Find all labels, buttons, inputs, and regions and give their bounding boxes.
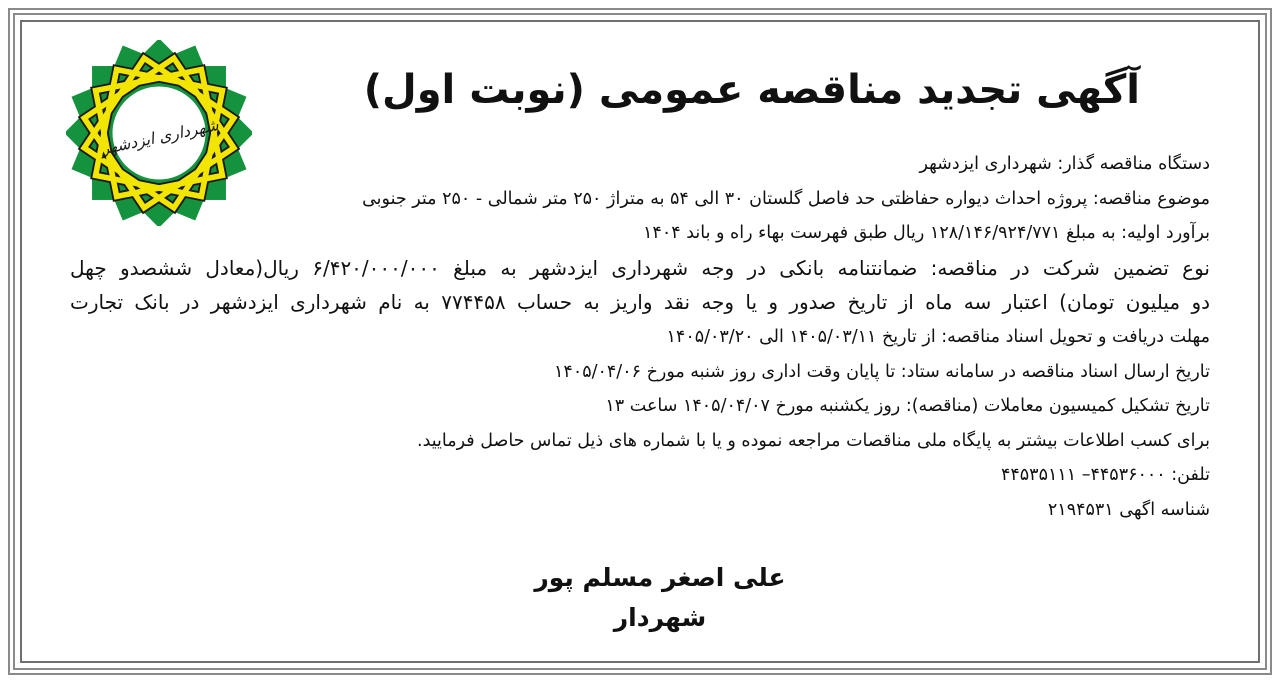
signatory-name: علی اصغر مسلم پور bbox=[534, 563, 786, 592]
setad-submission-line: تاریخ ارسال اسناد مناقصه در سامانه ستاد: تا پایان وقت اداری روز شنبه مورخ ۱۴۰۵/۰۴/۰۶ bbox=[554, 361, 1210, 382]
signature-block bbox=[460, 558, 860, 638]
document-deadline-line: مهلت دریافت و تحویل اسناد مناقصه: از تاریخ ۱۴۰۵/۰۳/۱۱ الی ۱۴۰۵/۰۳/۲۰ bbox=[666, 326, 1210, 347]
initial-estimate-line: برآورد اولیه: به مبلغ ۱۲۸/۱۴۶/۹۲۴/۷۷۱ ریال طبق فهرست بهاء راه و باند ۱۴۰۴ bbox=[643, 223, 1210, 244]
logo-text: شهرداری ایزدشهر bbox=[99, 115, 221, 159]
more-info-line: برای کسب اطلاعات بیشتر به پایگاه ملی مناقصات مراجعه نموده و یا با شماره های ذیل تماس حاصل فرمایید. bbox=[417, 430, 1210, 451]
tender-organizer-line: دستگاه مناقصه گذار: شهرداری ایزدشهر bbox=[919, 154, 1210, 174]
announcement-body bbox=[70, 147, 1210, 528]
guarantee-type-line-2: دو میلیون تومان) اعتبار سه ماه از تاریخ صدور و یا وجه نقد واریز به حساب ۷۷۴۴۵۸ به نام شهرداری ایزدشهر در بانک تجارت bbox=[70, 290, 1210, 315]
signatory-title: شهردار bbox=[613, 603, 707, 632]
tender-subject-line: موضوع مناقصه: پروژه احداث دیواره حفاظتی حد فاصل گلستان ۳۰ الی ۵۴ به متراژ ۲۵۰ متر شمالی - ۲۵۰ متر جنوبی bbox=[362, 188, 1210, 209]
phone-line: تلفن: ۴۴۵۳۶۰۰۰– ۴۴۵۳۵۱۱۱ bbox=[1000, 465, 1210, 486]
guarantee-type-line-1: نوع تضمین شرکت در مناقصه: ضمانتنامه بانکی در وجه شهرداری ایزدشهر به مبلغ ۶/۴۲۰/۰۰۰/۰۰۰ ریال(معادل ششصدو چهل bbox=[70, 255, 1210, 280]
page-title: آگهی تجدید مناقصه عمومی (نوبت اول) bbox=[363, 67, 1140, 113]
ad-id-line: شناسه اگهی ۲۱۹۴۵۳۱ bbox=[1047, 499, 1210, 520]
commission-date-line: تاریخ تشکیل کمیسیون معاملات (مناقصه): روز یکشنبه مورخ ۱۴۰۵/۰۴/۰۷ ساعت ۱۳ bbox=[605, 396, 1210, 417]
